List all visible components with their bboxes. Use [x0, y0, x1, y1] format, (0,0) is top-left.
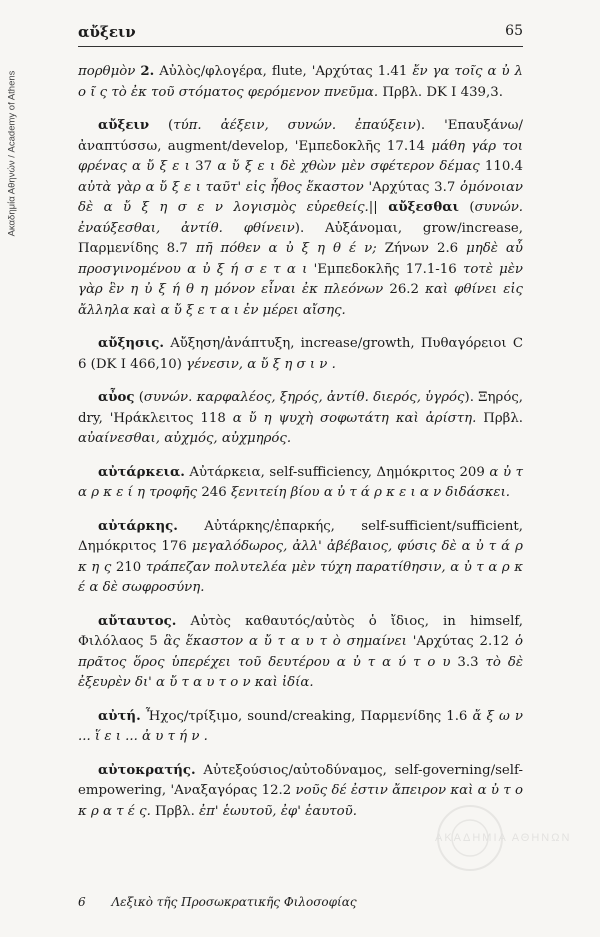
entry-text: ). Ξηρός, dry, 'Ηράκλειτος 118 — [78, 390, 523, 426]
dictionary-entry — [78, 517, 523, 599]
headword: αὔξειν — [98, 118, 150, 133]
entry-text: ). Αὐξάνομαι, grow/increase, Παρμενίδης 8.7 — [78, 220, 523, 256]
entry-text: ( — [134, 390, 144, 405]
entry-text: 'Αρχύτας 3.7 — [363, 179, 460, 195]
watermark-text: ΑΚΑΔΗΜΙΑ ΑΘΗΝΩΝ — [435, 832, 572, 844]
greek-quotation: συνών. καρφαλέος, ξηρός, ἀντίθ. διερός, ὑγρός — [143, 390, 465, 405]
entry-text: Πρβλ. DK I 439,3. — [378, 84, 503, 100]
greek-quotation: αὐαίνεσθαι, αὐχμός, αὐχμηρός. — [78, 431, 292, 446]
greek-quotation: μηδὲ αὖ προσγινομένου α ὐ ξ ή σ ε τ α ι — [78, 241, 523, 277]
greek-quotation: συνών. ἐναύξεσθαι, ἀντίθ. φθίνειν — [78, 200, 524, 236]
greek-quotation: καὶ φθίνει εἰς ἄλληλα καὶ α ὔ ξ ε τ α ι ἐν μέρει αἴσης. — [78, 282, 524, 318]
greek-quotation: α ὐ τ α ρ κ ε ί η τροφῆς — [78, 464, 523, 500]
headword: αὖος — [98, 390, 135, 405]
footer-title: Λεξικὸ τῆς Προσωκρατικῆς Φιλοσοφίας — [111, 895, 357, 909]
dictionary-entry — [78, 463, 523, 504]
entry-text: ). 'Επαυξάνω/ἀναπτύσσω, augment/develop, 'Εμπεδοκλῆς 17.14 — [78, 118, 523, 154]
greek-quotation: ἐπ' ἑωυτοῦ, ἐφ' ἑαυτοῦ. — [199, 803, 357, 819]
page-header — [78, 18, 523, 47]
greek-quotation: αὐτὰ γὰρ α ὔ ξ ε ι ταῦτ' εἰς ἦθος ἕκαστον — [78, 179, 364, 195]
greek-quotation: α ὔ ξ ε ι δὲ χθὼν μὲν σφέτερον δέμας — [217, 159, 480, 174]
entry-text: ( — [458, 200, 475, 215]
page-number: 65 — [505, 23, 523, 39]
greek-quotation: ξενιτείη βίου α ὐ τ ά ρ κ ε ι α ν διδάσκει. — [230, 485, 511, 500]
greek-quotation: πῆ πόθεν α ὐ ξ η θ έ ν; — [195, 241, 377, 256]
entry-text: Ἦχος/τρίξιμο, sound/creaking, Παρμενίδης 1.6 — [140, 708, 473, 724]
entry-text: || — [368, 200, 389, 215]
greek-quotation: μεγαλόδωρος, ἀλλ' ἀβέβαιος, φύσις δὲ α ὐ τ ά ρ κ η ς — [78, 539, 523, 575]
greek-quotation: ὁμόνοιαν δὲ α ὔ ξ η σ ε ν λογισμὸς εὑρεθείς. — [78, 179, 524, 215]
headword: αὐτοκρατής. — [98, 762, 196, 778]
greek-quotation: ὁ πρᾶτος ὅρος ὑπερέχει τοῦ δευτέρου α ὐ τ α ύ τ ο υ — [78, 634, 523, 670]
entry-text: Πρβλ. — [476, 410, 523, 426]
greek-quotation: νοῦς δέ ἐστιν ἄπειρον καὶ α ὐ τ ο κ ρ α τ έ ς. — [78, 783, 523, 819]
entry-text: Πρβλ. — [150, 803, 200, 819]
dictionary-entry — [78, 388, 523, 450]
entry-text: 26.2 — [383, 282, 426, 297]
greek-quotation: τύπ. ἀέξειν, συνών. ἐπαύξειν — [173, 118, 416, 133]
greek-quotation: μάθη γάρ τοι φρένας α ὔ ξ ε ι — [78, 138, 523, 174]
entry-text: 210 — [111, 559, 146, 575]
entry-text: 3.3 — [450, 654, 486, 670]
headword: αὐτή. — [98, 708, 141, 724]
headword: 2. — [140, 64, 155, 79]
dictionary-entry — [78, 334, 523, 375]
entry-text: ( — [149, 118, 174, 133]
entry-text: 110.4 — [479, 159, 523, 174]
headword: αὐτάρκεια. — [98, 464, 185, 480]
entry-text: 'Εμπεδοκλῆς 17.1-16 — [307, 261, 463, 277]
dictionary-entry — [78, 612, 523, 694]
dictionary-entry — [78, 707, 523, 748]
headword: αὔξεσθαι — [388, 200, 459, 215]
entry-text: 'Αρχύτας 2.12 — [406, 634, 515, 649]
academy-watermark — [430, 800, 580, 880]
greek-quotation: γένεσιν, α ὔ ξ η σ ι ν . — [186, 356, 336, 372]
dictionary-entry — [78, 62, 523, 103]
dictionary-entry — [78, 116, 523, 321]
headword: αὐτάρκης. — [98, 518, 178, 534]
entry-text: Αὐτὸς καθαυτός/αὐτὸς ὁ ἴδιος, in himself, Φιλόλαος 5 — [78, 613, 523, 649]
greek-quotation: πορθμὸν — [78, 64, 136, 79]
running-head-word: αὔξειν — [78, 23, 136, 41]
entry-text: Αὐλὸς/φλογέρα, flute, 'Αρχύτας 1.41 — [154, 64, 413, 79]
greek-quotation: τράπεζαν πολυτελέα μὲν τύχη παρατίθησιν, α ὐ τ α ρ κ έ α δὲ σωφροσύνη. — [78, 559, 523, 595]
greek-quotation: τοτὲ μὲν γὰρ ἓν η ὐ ξ ή θ η μόνον εἶναι ἐκ πλεόνων — [78, 261, 523, 297]
dictionary-body — [78, 62, 523, 835]
entry-text: Αὐτεξούσιος/αὐτοδύναμος, self-governing/self-empowering, 'Αναξαγόρας 12.2 — [78, 762, 523, 798]
entry-text: 37 — [189, 159, 218, 174]
signature-number: 6 — [78, 895, 86, 909]
side-credit: Ακαδημία Αθηνών / Academy of Athens — [6, 70, 18, 237]
page-footer — [78, 895, 357, 909]
headword: αὔταυτος. — [98, 613, 177, 629]
greek-quotation: τὸ δὲ ἐξευρὲν δι' α ὔ τ α υ τ ο ν καὶ ἰδία. — [78, 654, 523, 690]
greek-quotation: ἄ ξ ω ν ... ἵ ε ι ... ἀ υ τ ή ν . — [78, 708, 523, 744]
entry-text: 246 — [197, 485, 231, 500]
entry-text: Αὐτάρκεια, self-sufficiency, Δημόκριτος 209 — [184, 464, 490, 480]
entry-text: Αὔξηση/ἀνάπτυξη, increase/growth, Πυθαγόρειοι C 6 (DK I 466,10) — [78, 336, 523, 372]
entry-text: Ζήνων 2.6 — [376, 241, 467, 256]
greek-quotation: ἃς ἕκαστον α ὔ τ α υ τ ὸ σημαίνει — [163, 634, 407, 649]
greek-quotation: ἔν γα τοῖς α ὐ λ ο ῖ ς τὸ ἐκ τοῦ στόματος φερόμενον πνεῦμα. — [78, 64, 523, 100]
entry-text: Αὐτάρκης/ἐπαρκής, self-sufficient/sufficient, Δημόκριτος 176 — [78, 518, 523, 554]
headword: αὔξησις. — [98, 336, 164, 351]
greek-quotation: α ὔ η ψυχὴ σοφωτάτη καὶ ἀρίστη. — [232, 410, 477, 426]
